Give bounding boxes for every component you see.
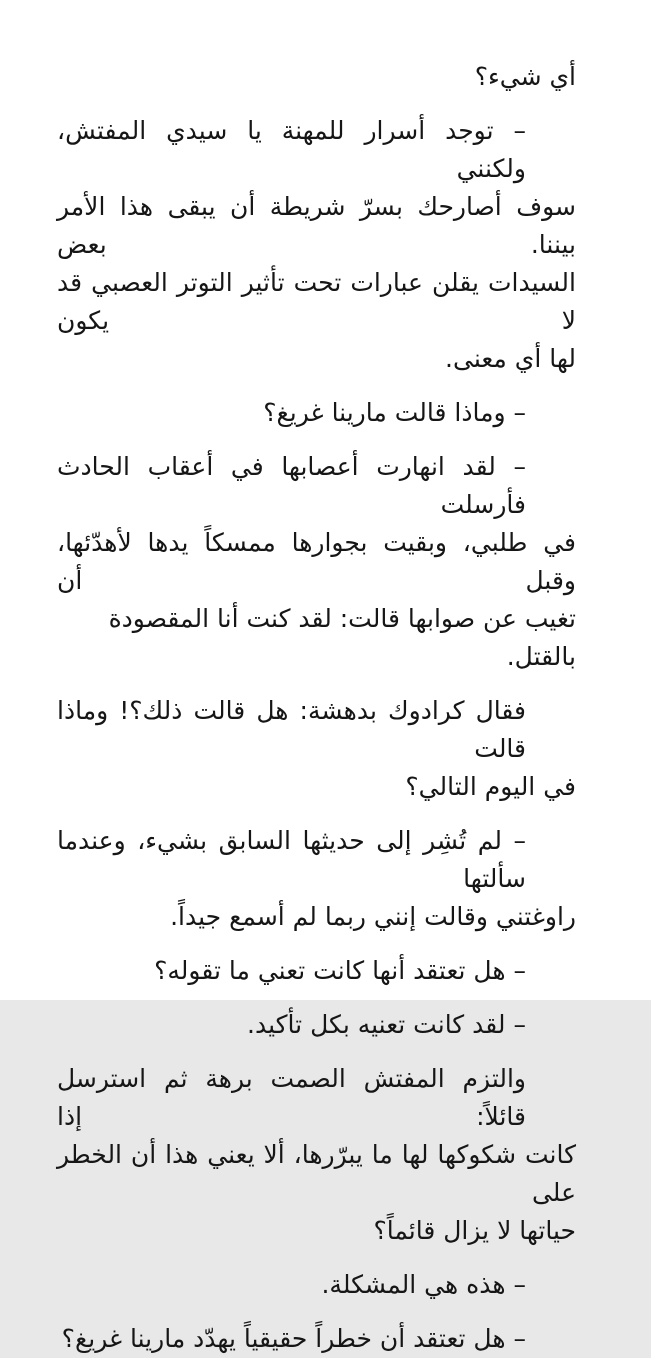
- paragraph: [57, 1060, 576, 1250]
- paragraph: [57, 692, 576, 806]
- paragraph: [57, 448, 576, 676]
- text-line: راوغتني وقالت إنني ربما لم أسمع جيداً.: [170, 902, 576, 931]
- paragraph: [57, 1320, 576, 1358]
- text-line: في اليوم التالي؟: [405, 772, 576, 801]
- paragraph: [57, 112, 576, 378]
- text-line: في طلبي، وبقيت بجوارها ممسكاً يدها لأهدّئها، وقبل أن: [57, 528, 576, 595]
- text-line: – لم تُشِر إلى حديثها السابق بشيء، وعندما سألتها: [57, 826, 526, 893]
- paragraph: [57, 822, 576, 936]
- text-line: – هل تعتقد أنها كانت تعني ما تقوله؟: [154, 956, 526, 985]
- text-line: والتزم المفتش الصمت برهة ثم استرسل قائلاً: إذا: [57, 1064, 526, 1131]
- text-line: لها أي معنى.: [445, 344, 576, 373]
- paragraph: [57, 952, 576, 990]
- text-line: – هل تعتقد أن خطراً حقيقياً يهدّد مارينا غريغ؟: [61, 1324, 526, 1353]
- text-line: حياتها لا يزال قائماً؟: [373, 1216, 576, 1245]
- text-line: سوف أصارحك بسرّ شريطة أن يبقى هذا الأمر بيننا. بعض: [57, 192, 576, 259]
- text-line: – هذه هي المشكلة.: [321, 1270, 526, 1299]
- text-line: أي شيء؟: [474, 62, 576, 91]
- text-line: – توجد أسرار للمهنة يا سيدي المفتش، ولكنني: [57, 116, 526, 183]
- text-line: تغيب عن صوابها قالت: لقد كنت أنا المقصودة بالقتل.: [108, 604, 576, 671]
- text-line: فقال كرادوك بدهشة: هل قالت ذلك؟! وماذا قالت: [57, 696, 526, 763]
- paragraph: [57, 1006, 576, 1044]
- paragraph: [57, 1266, 576, 1304]
- text-line: كانت شكوكها لها ما يبرّرها، ألا يعني هذا أن الخطر على: [57, 1140, 576, 1207]
- text-line: – لقد كانت تعنيه بكل تأكيد.: [247, 1010, 526, 1039]
- text-line: – لقد انهارت أعصابها في أعقاب الحادث فأرسلت: [57, 452, 526, 519]
- text-line: – وماذا قالت مارينا غريغ؟: [263, 398, 526, 427]
- text-line: السيدات يقلن عبارات تحت تأثير التوتر العصبي قد لا يكون: [57, 268, 576, 335]
- paragraph: [57, 58, 576, 96]
- paragraph: [57, 394, 576, 432]
